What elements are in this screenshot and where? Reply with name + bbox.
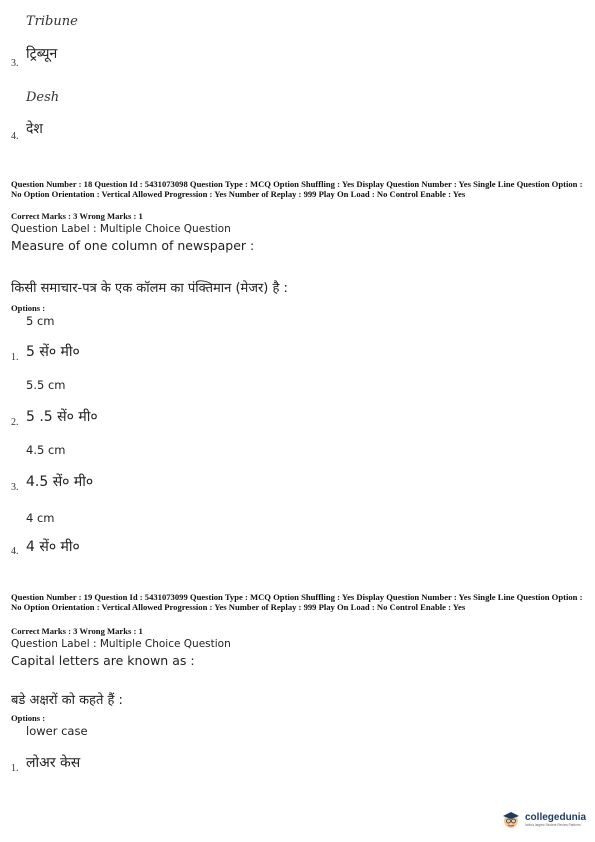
q18-option-3-number: 3. <box>11 482 19 493</box>
q19-option-1-hindi: लोअर केस <box>26 755 81 771</box>
q18-option-4-hindi: 4 सें० मी० <box>26 539 80 555</box>
q19-options-heading: Options : <box>11 713 46 723</box>
q18-english: Measure of one column of newspaper : <box>11 238 255 253</box>
q19-label: Question Label : Multiple Choice Question <box>11 638 231 650</box>
logo-tagline: India's largest Student Review Platform <box>525 822 581 827</box>
q19-marks: Correct Marks : 3 Wrong Marks : 1 <box>11 626 143 636</box>
q18-option-3-english: 4.5 cm <box>26 443 66 457</box>
option-3-number: 3. <box>11 58 19 69</box>
q19-option-1-english: lower case <box>26 724 88 738</box>
q18-options-heading: Options : <box>11 303 46 313</box>
q19-english: Capital letters are known as : <box>11 653 195 668</box>
q18-meta: Question Number : 18 Question Id : 5431073098 Question Type : MCQ Option Shuffling : Yes Display Question Number : Yes Single Line Question Option : No Option Orientation : Vertical Allowed Progression : Yes Number of Replay : 999 Play On Load : No Control Enable : Yes <box>11 179 583 199</box>
option-4-hindi: देश <box>26 121 43 137</box>
option-3-hindi: ट्रिब्यून <box>26 46 58 62</box>
q18-option-3-hindi: 4.5 सें० मी० <box>26 474 94 490</box>
q18-option-1-hindi: 5 सें० मी० <box>26 344 80 360</box>
option-4-english: Desh <box>26 90 60 105</box>
q19-hindi: बडे अक्षरों को कहते हैं : <box>11 693 123 708</box>
q18-option-1-number: 1. <box>11 352 19 363</box>
student-mascot-icon <box>500 808 522 830</box>
q18-option-4-number: 4. <box>11 546 19 557</box>
q18-option-2-number: 2. <box>11 417 19 428</box>
q19-meta: Question Number : 19 Question Id : 5431073099 Question Type : MCQ Option Shuffling : Yes Display Question Number : Yes Single Line Question Option : No Option Orientation : Vertical Allowed Progression : Yes Number of Replay : 999 Play On Load : No Control Enable : Yes <box>11 592 583 612</box>
q18-label: Question Label : Multiple Choice Question <box>11 223 231 235</box>
option-4-number: 4. <box>11 131 19 142</box>
q18-option-1-english: 5 cm <box>26 314 55 328</box>
logo-text: collegedunia <box>525 811 587 823</box>
q18-option-4-english: 4 cm <box>26 511 55 525</box>
q18-option-2-hindi: 5 .5 सें० मी० <box>26 409 98 425</box>
q18-option-2-english: 5.5 cm <box>26 378 66 392</box>
collegedunia-logo <box>500 808 586 830</box>
option-3-english: Tribune <box>26 14 78 29</box>
q19-option-1-number: 1. <box>11 763 19 774</box>
q18-hindi: किसी समाचार-पत्र के एक कॉलम का पंक्तिमान (मेजर) है : <box>11 281 288 296</box>
q18-marks: Correct Marks : 3 Wrong Marks : 1 <box>11 211 143 221</box>
